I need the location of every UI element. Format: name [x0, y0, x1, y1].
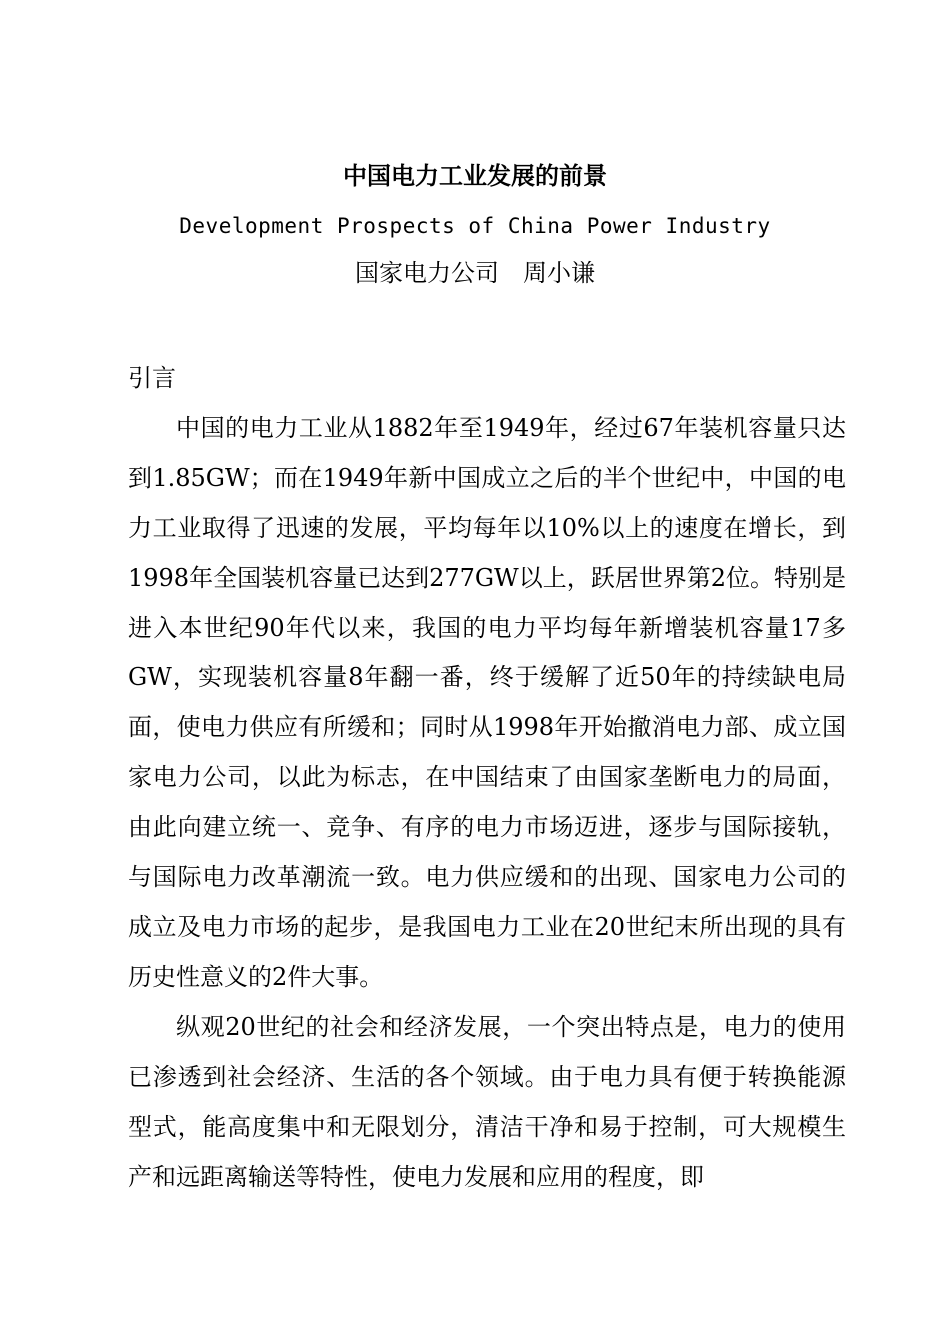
paragraph-1: 中国的电力工业从1882年至1949年，经过67年装机容量只达到1.85GW；而在1949年新中国成立之后的半个世纪中，中国的电力工业取得了迅速的发展，平均每年以10%以上的速度在增长，到1998年全国装机容量已达到277GW以上，跃居世界第2位。特别是进入本世纪90年代以来，我国的电力平均每年新增装机容量17多GW，实现装机容量8年翻一番，终于缓解了近50年的持续缺电局面，使电力供应有所缓和；同时从1998年开始撤消电力部、成立国家电力公司，以此为标志，在中国结束了由国家垄断电力的局面，由此向建立统一、竞争、有序的电力市场迈进，逐步与国际接轨，与国际电力改革潮流一致。电力供应缓和的出现、国家电力公司的成立及电力市场的起步，是我国电力工业在20世纪末所出现的具有历史性意义的2件大事。: [128, 413, 846, 991]
document-title-english: Development Prospects of China Power Industry: [179, 214, 771, 238]
document-body: [128, 354, 846, 1202]
paragraph-2: 纵观20世纪的社会和经济发展，一个突出特点是，电力的使用已渗透到社会经济、生活的各个领域。由于电力具有便于转换能源型式，能高度集中和无限划分，清洁干净和易于控制，可大规模生产和远距离输送等特性，使电力发展和应用的程度，即: [128, 1012, 846, 1191]
section-heading: 引言: [128, 364, 176, 392]
document-title-chinese: 中国电力工业发展的前景: [343, 161, 607, 190]
author-line: 国家电力公司 周小谦: [355, 259, 595, 287]
